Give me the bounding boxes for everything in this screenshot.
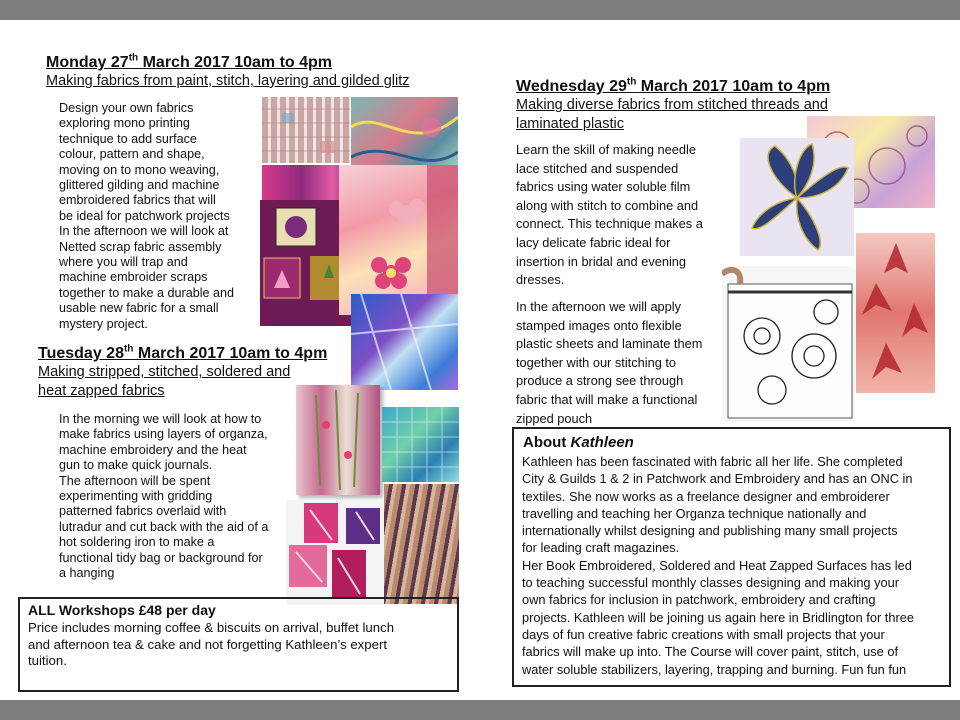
fabric-sample-mosaic-icon bbox=[382, 407, 459, 482]
about-description bbox=[522, 453, 914, 678]
wednesday-subtitle-line1: Making diverse fabrics from stitched threads and bbox=[516, 97, 828, 113]
text-line: travelling and teaching her Organza technique nationally and bbox=[522, 505, 867, 521]
fabric-sample-grid-icon bbox=[262, 97, 350, 163]
text-line: Design your own fabrics bbox=[59, 101, 194, 115]
text-line: along with stitch to combine and bbox=[516, 197, 699, 213]
text-line: machine embroidery and the heat bbox=[59, 442, 247, 457]
text-line: In the morning we will look at how to bbox=[59, 412, 262, 426]
fabric-sample-flower-icon bbox=[339, 165, 458, 315]
text-line: make fabrics using layers of organza, bbox=[59, 427, 268, 442]
text-line: Price includes morning coffee & biscuits on arrival, buffet lunch bbox=[28, 620, 395, 635]
text-line: embroidered fabrics that will bbox=[59, 193, 216, 208]
top-bar bbox=[0, 0, 960, 20]
text-line: The afternoon will be spent bbox=[59, 473, 211, 488]
text-line: internationally whilst designing and publishing many small projects bbox=[522, 523, 898, 539]
text-line: Learn the skill of making needle bbox=[516, 142, 696, 157]
red-leaves-panel-icon bbox=[856, 233, 935, 393]
flyer-page bbox=[0, 20, 960, 700]
text-line: produce a strong see through bbox=[516, 373, 684, 389]
text-line: lace stitched and suspended bbox=[516, 160, 679, 176]
monday-heading: Monday 27th March 2017 10am to 4pm bbox=[46, 52, 333, 71]
text-line: City & Guilds 1 & 2 in Patchwork and Embroidery and has an ONC in bbox=[522, 471, 913, 487]
text-line: fabric that will make a functional bbox=[516, 391, 698, 407]
fabric-sample-pink-flowers-icon bbox=[286, 500, 384, 605]
text-line: Netted scrap fabric assembly bbox=[59, 239, 222, 254]
about-box bbox=[512, 427, 951, 687]
text-line: together with our stitching to bbox=[516, 354, 677, 370]
text-line: exploring mono printing bbox=[59, 116, 190, 131]
text-line: fabrics using water soluble film bbox=[516, 179, 691, 195]
wednesday-subtitle-line2: laminated plastic bbox=[516, 116, 624, 132]
text-line: for leading craft magazines. bbox=[522, 540, 680, 556]
text-line: machine embroider scraps bbox=[59, 270, 208, 285]
text-line: functional tidy bag or background for bbox=[59, 550, 263, 565]
text-line: days of fun creative fabric creations with small projects that your bbox=[522, 626, 885, 642]
price-heading: ALL Workshops £48 per day bbox=[28, 602, 216, 618]
text-line: connect. This technique makes a bbox=[516, 216, 703, 232]
text-line: and afternoon tea & cake and not forgetting Kathleen’s expert bbox=[28, 636, 388, 652]
text-line: where you will trap and bbox=[59, 255, 188, 270]
fabric-journal-icon bbox=[296, 385, 380, 495]
text-line: fabrics will make up into. The Course will cover paint, stitch, use of bbox=[522, 644, 899, 660]
text-line: a hanging bbox=[59, 566, 115, 581]
text-line: zipped pouch bbox=[516, 410, 593, 426]
bottom-bar bbox=[0, 700, 960, 720]
text-line: Kathleen has been fascinated with fabric all her life. She completed bbox=[522, 454, 903, 469]
monday-description bbox=[59, 101, 259, 332]
text-line: insertion in bridal and evening bbox=[516, 253, 687, 269]
fabric-sample-blue-icon bbox=[351, 294, 458, 390]
text-line: dresses. bbox=[516, 272, 565, 288]
about-heading: About Kathleen bbox=[523, 434, 634, 451]
price-description bbox=[28, 620, 394, 670]
tuesday-subtitle-line2: heat zapped fabrics bbox=[38, 383, 165, 399]
text-line: textiles. She now works as a freelance designer and embroiderer bbox=[522, 488, 890, 504]
tuesday-heading: Tuesday 28th March 2017 10am to 4pm bbox=[38, 343, 328, 362]
wednesday-afternoon-description bbox=[516, 298, 746, 428]
text-line: water soluble stabilizers, layering, trapping and burning. Fun fun fun bbox=[522, 661, 907, 677]
text-line: moving on to mono weaving, bbox=[59, 162, 220, 177]
text-line: be ideal for patchwork projects bbox=[59, 208, 230, 223]
fabric-sample-stripes-icon bbox=[384, 484, 459, 604]
wednesday-morning-description bbox=[516, 141, 746, 290]
text-line: patterned fabrics overlaid with bbox=[59, 504, 227, 519]
text-line: lutradur and cut back with the aid of a bbox=[59, 519, 269, 534]
text-line: tuition. bbox=[28, 653, 67, 668]
text-line: technique to add surface bbox=[59, 131, 197, 146]
text-line: own fabrics for inclusion in patchwork, embroidery and crafting bbox=[522, 592, 876, 608]
text-line: In the afternoon we will look at bbox=[59, 224, 229, 239]
zipped-pouch-icon bbox=[722, 266, 855, 422]
text-line: experimenting with gridding bbox=[59, 489, 213, 504]
text-line: hot soldering iron to make a bbox=[59, 535, 215, 550]
text-line: glittered gilding and machine bbox=[59, 178, 220, 193]
tuesday-description bbox=[59, 412, 291, 581]
text-line: usable new fabric for a small bbox=[59, 301, 219, 316]
text-line: colour, pattern and shape, bbox=[59, 147, 205, 162]
text-line: stamped images onto flexible bbox=[516, 317, 682, 333]
text-line: plastic sheets and laminate them bbox=[516, 336, 703, 352]
text-line: Her Book Embroidered, Soldered and Heat Zapped Surfaces has led bbox=[522, 557, 912, 573]
price-box bbox=[18, 597, 459, 692]
text-line: to teaching successful monthly classes designing and making your bbox=[522, 575, 900, 591]
text-line: In the afternoon we will apply bbox=[516, 299, 682, 314]
tuesday-subtitle-line1: Making stripped, stitched, soldered and bbox=[38, 364, 291, 380]
text-line: projects. Kathleen will be joining us again here in Bridlington for three bbox=[522, 609, 914, 625]
monday-subtitle: Making fabrics from paint, stitch, layering and gilded glitz bbox=[46, 73, 410, 89]
text-line: gun to make quick journals. bbox=[59, 458, 213, 473]
text-line: together to make a durable and bbox=[59, 285, 235, 300]
wednesday-heading: Wednesday 29th March 2017 10am to 4pm bbox=[516, 76, 831, 95]
text-line: mystery project. bbox=[59, 316, 148, 331]
needle-lace-leaves-icon bbox=[740, 138, 854, 256]
text-line: lacy delicate fabric ideal for bbox=[516, 234, 671, 250]
